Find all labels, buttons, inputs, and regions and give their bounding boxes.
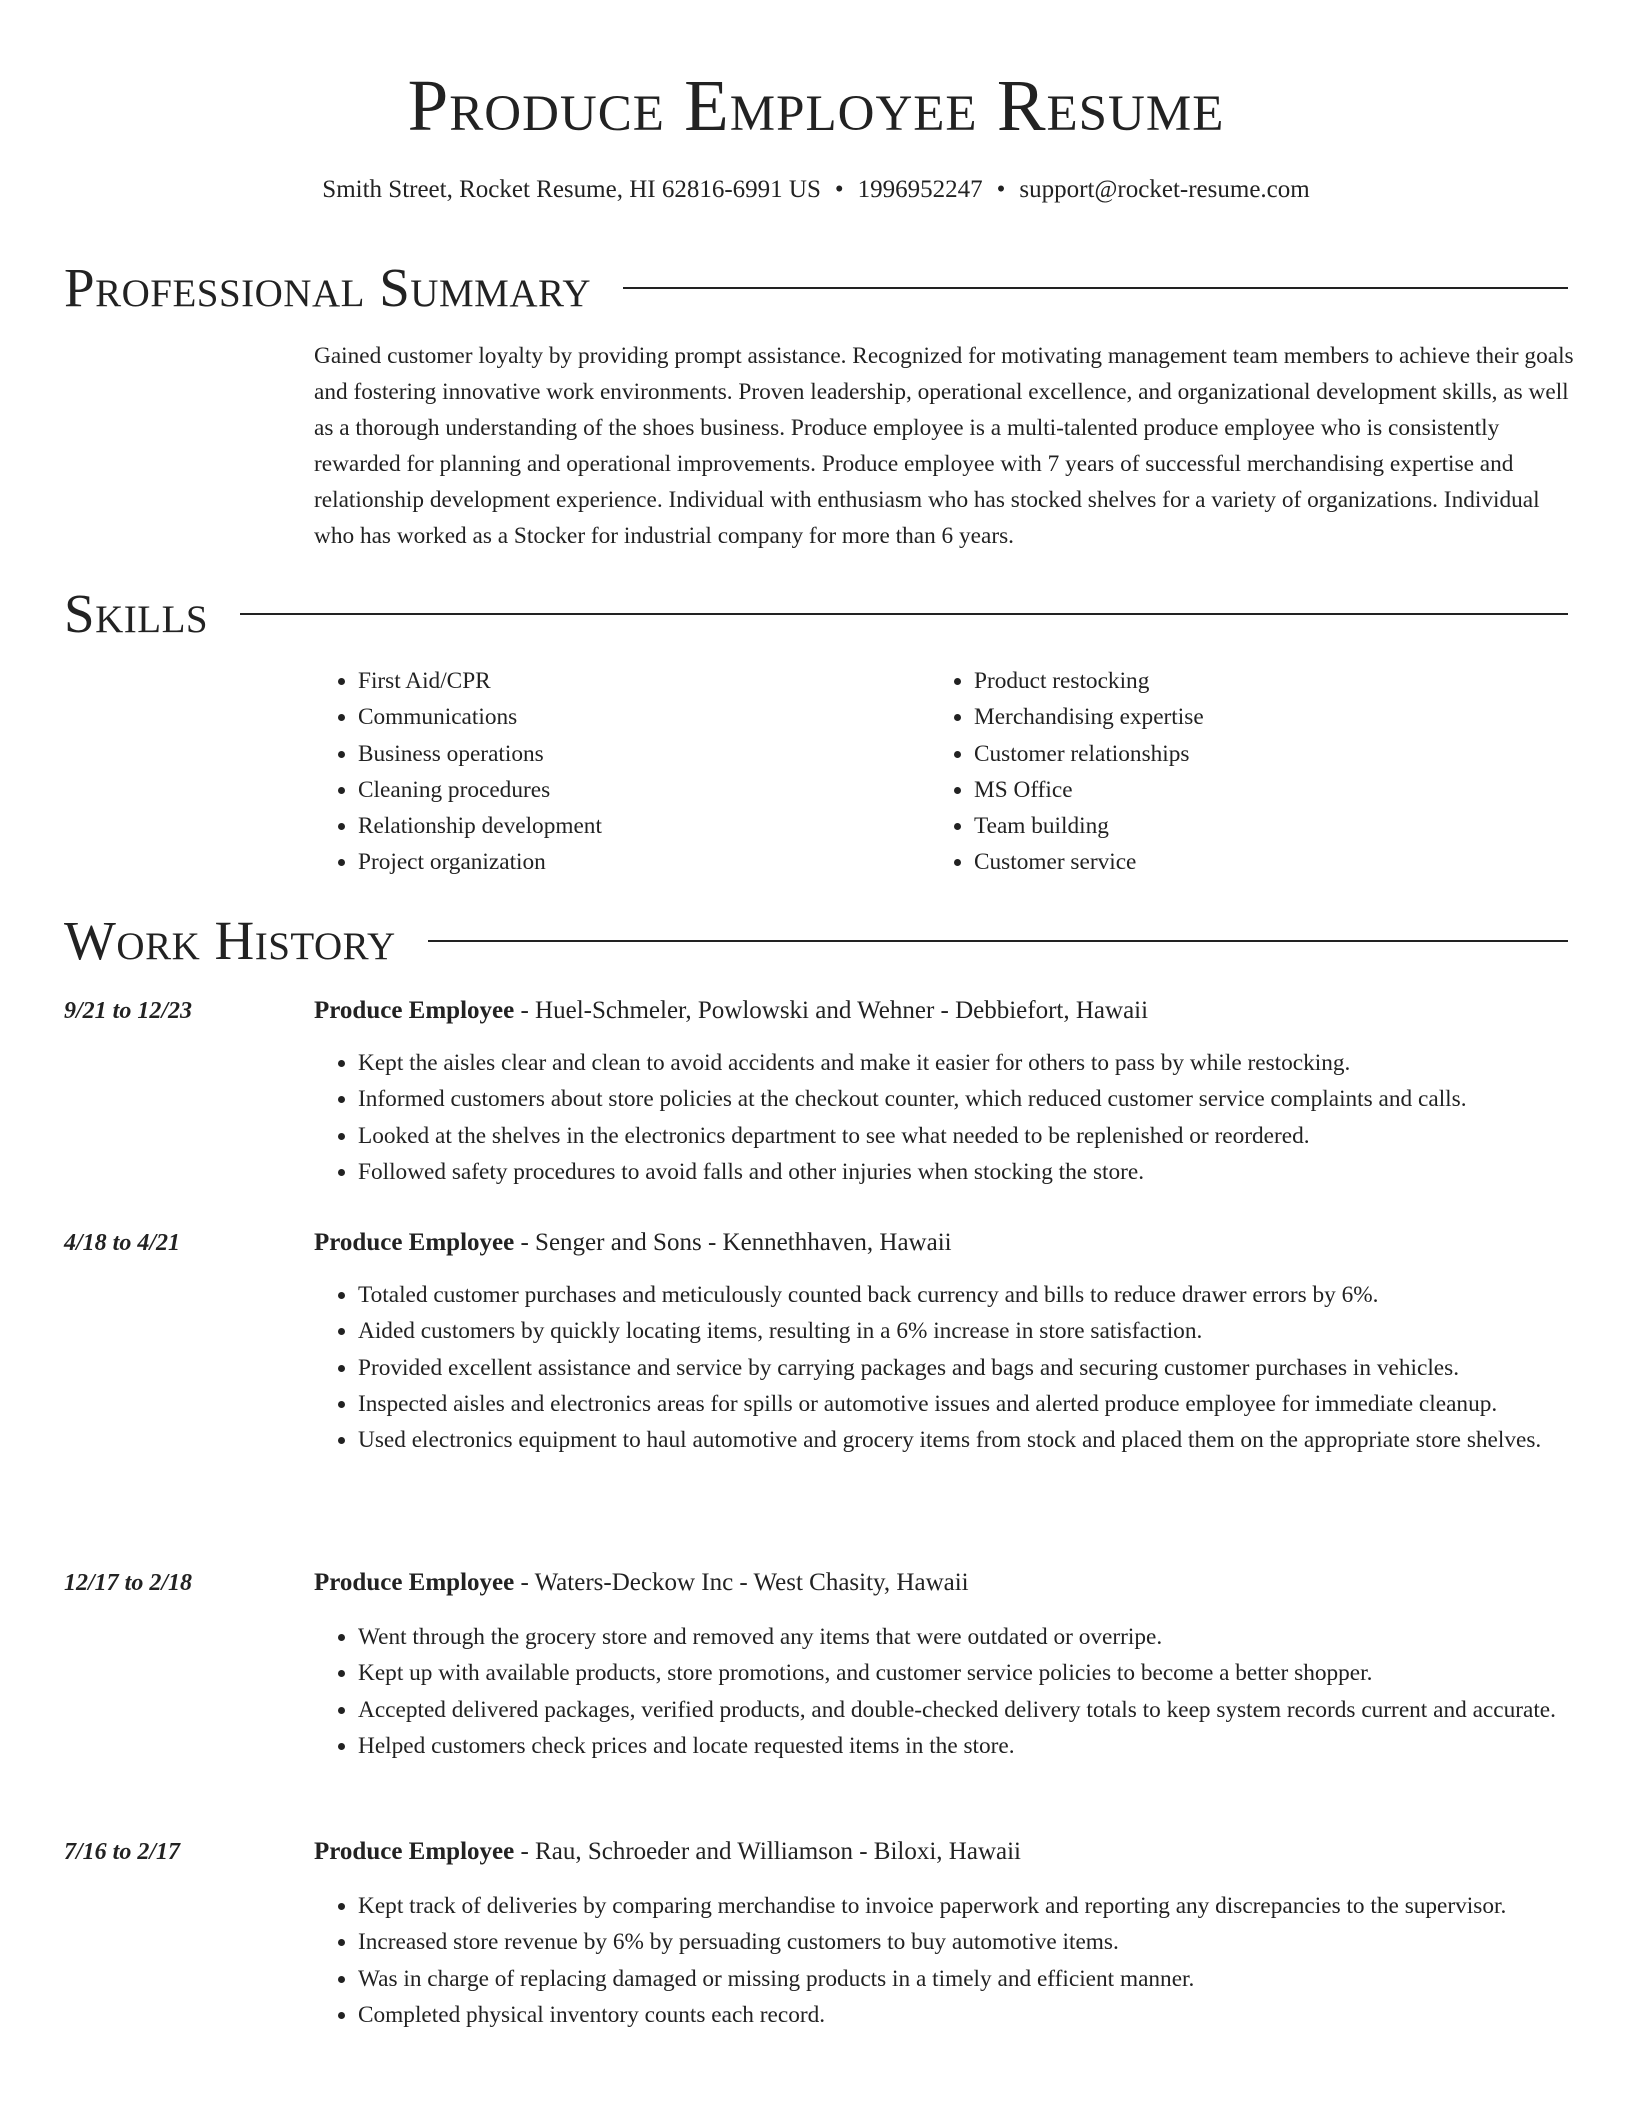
- skill-item: • Business operations: [358, 736, 930, 772]
- work-title-line: [314, 993, 1148, 1029]
- section-divider: [240, 613, 1568, 615]
- work-bullets: [314, 1277, 1568, 1458]
- work-bullet: • Informed customers about store policies at the checkout counter, which reduced customer service complaints and calls.: [358, 1081, 1568, 1117]
- section-divider: [428, 940, 1568, 942]
- skills-column-right: [930, 663, 1546, 881]
- work-bullet: • Was in charge of replacing damaged or missing products in a timely and efficient manner.: [358, 1961, 1568, 1997]
- work-bullet: • Totaled customer purchases and meticulously counted back currency and bills to reduce drawer errors by 6%.: [358, 1277, 1568, 1313]
- job-employer-location: - Senger and Sons - Kennethhaven, Hawaii: [514, 1229, 952, 1256]
- work-bullet: • Accepted delivered packages, verified products, and double-checked delivery totals to keep system records current and accurate.: [358, 1692, 1568, 1728]
- work-dates: 7/16 to 2/17: [64, 1839, 181, 1865]
- skill-item: • MS Office: [974, 772, 1546, 808]
- skill-item: • Customer service: [974, 844, 1546, 880]
- skills-column-left: [314, 663, 930, 881]
- section-work-history: [64, 910, 1568, 972]
- contact-separator: •: [834, 176, 844, 203]
- work-bullet: • Kept the aisles clear and clean to avoid accidents and make it easier for others to pass by while restocking.: [358, 1045, 1568, 1081]
- section-heading-skills: Skills: [64, 583, 209, 644]
- skill-item: • Communications: [358, 699, 930, 735]
- work-title-line: [314, 1834, 1021, 1870]
- work-bullet: • Kept up with available products, store promotions, and customer service policies to become a better shopper.: [358, 1655, 1568, 1691]
- work-bullet: • Aided customers by quickly locating items, resulting in a 6% increase in store satisfaction.: [358, 1313, 1568, 1349]
- job-title: Produce Employee: [314, 1569, 515, 1596]
- work-bullet: • Increased store revenue by 6% by persuading customers to buy automotive items.: [358, 1924, 1568, 1960]
- work-bullet: • Provided excellent assistance and service by carrying packages and bags and securing customer purchases in vehicles.: [358, 1350, 1568, 1386]
- contact-line: [0, 174, 1632, 206]
- work-bullet: • Went through the grocery store and removed any items that were outdated or overripe.: [358, 1619, 1568, 1655]
- section-skills: [64, 583, 1568, 645]
- summary-text: Gained customer loyalty by providing prompt assistance. Recognized for motivating management team members to achieve their goals and fostering innovative work environments. Proven leadership, operational excellence, and organizational development skills, as well as a thorough understanding of the shoes business. Produce employee is a multi-talented produce employee who is consistently rewarded for planning and operational improvements. Produce employee with 7 years of successful merchandising expertise and relationship development experience. Individual with enthusiasm who has stocked shelves for a variety of organizations. Individual who has worked as a Stocker for industrial company for more than 6 years.: [314, 343, 1574, 549]
- work-dates: 9/21 to 12/23: [64, 998, 193, 1024]
- work-title-line: [314, 1225, 952, 1261]
- skill-item: • Relationship development: [358, 808, 930, 844]
- skill-item: • Team building: [974, 808, 1546, 844]
- skills-list: [314, 663, 1574, 881]
- skill-item: • Customer relationships: [974, 736, 1546, 772]
- job-employer-location: - Huel-Schmeler, Powlowski and Wehner - Debbiefort, Hawaii: [514, 997, 1149, 1024]
- work-title-line: [314, 1565, 969, 1601]
- skill-item: • Merchandising expertise: [974, 699, 1546, 735]
- skill-item: • Product restocking: [974, 663, 1546, 699]
- work-bullet: • Followed safety procedures to avoid falls and other injuries when stocking the store.: [358, 1154, 1568, 1190]
- contact-separator: •: [996, 176, 1006, 203]
- job-title: Produce Employee: [314, 1838, 515, 1865]
- work-bullet: • Used electronics equipment to haul automotive and grocery items from stock and placed them on the appropriate store shelves.: [358, 1422, 1568, 1458]
- resume-title: Produce Employee Resume: [407, 65, 1225, 146]
- contact-address: Smith Street, Rocket Resume, HI 62816-6991 US: [322, 176, 821, 203]
- skill-item: • Project organization: [358, 844, 930, 880]
- skill-item: • First Aid/CPR: [358, 663, 930, 699]
- job-title: Produce Employee: [314, 997, 515, 1024]
- work-bullet: • Completed physical inventory counts each record.: [358, 1997, 1568, 2033]
- work-bullets: [314, 1888, 1568, 2033]
- work-bullet: • Kept track of deliveries by comparing merchandise to invoice paperwork and reporting any discrepancies to the supervisor.: [358, 1888, 1568, 1924]
- job-employer-location: - Rau, Schroeder and Williamson - Biloxi, Hawaii: [514, 1838, 1021, 1865]
- contact-email: support@rocket-resume.com: [1019, 176, 1310, 203]
- section-divider: [623, 287, 1568, 289]
- work-bullets: [314, 1619, 1568, 1764]
- job-employer-location: - Waters-Deckow Inc - West Chasity, Hawaii: [514, 1569, 969, 1596]
- section-heading-summary: Professional Summary: [64, 257, 592, 318]
- work-dates: 12/17 to 2/18: [64, 1570, 193, 1596]
- work-bullet: • Looked at the shelves in the electronics department to see what needed to be replenished or reordered.: [358, 1118, 1568, 1154]
- skill-item: • Cleaning procedures: [358, 772, 930, 808]
- work-dates: 4/18 to 4/21: [64, 1230, 181, 1256]
- work-bullet: • Inspected aisles and electronics areas for spills or automotive issues and alerted produce employee for immediate cleanup.: [358, 1386, 1568, 1422]
- section-professional-summary: [64, 257, 1568, 319]
- section-heading-work-history: Work History: [64, 910, 396, 971]
- work-bullet: • Helped customers check prices and locate requested items in the store.: [358, 1728, 1568, 1764]
- job-title: Produce Employee: [314, 1229, 515, 1256]
- contact-phone: 1996952247: [857, 176, 983, 203]
- work-bullets: [314, 1045, 1568, 1190]
